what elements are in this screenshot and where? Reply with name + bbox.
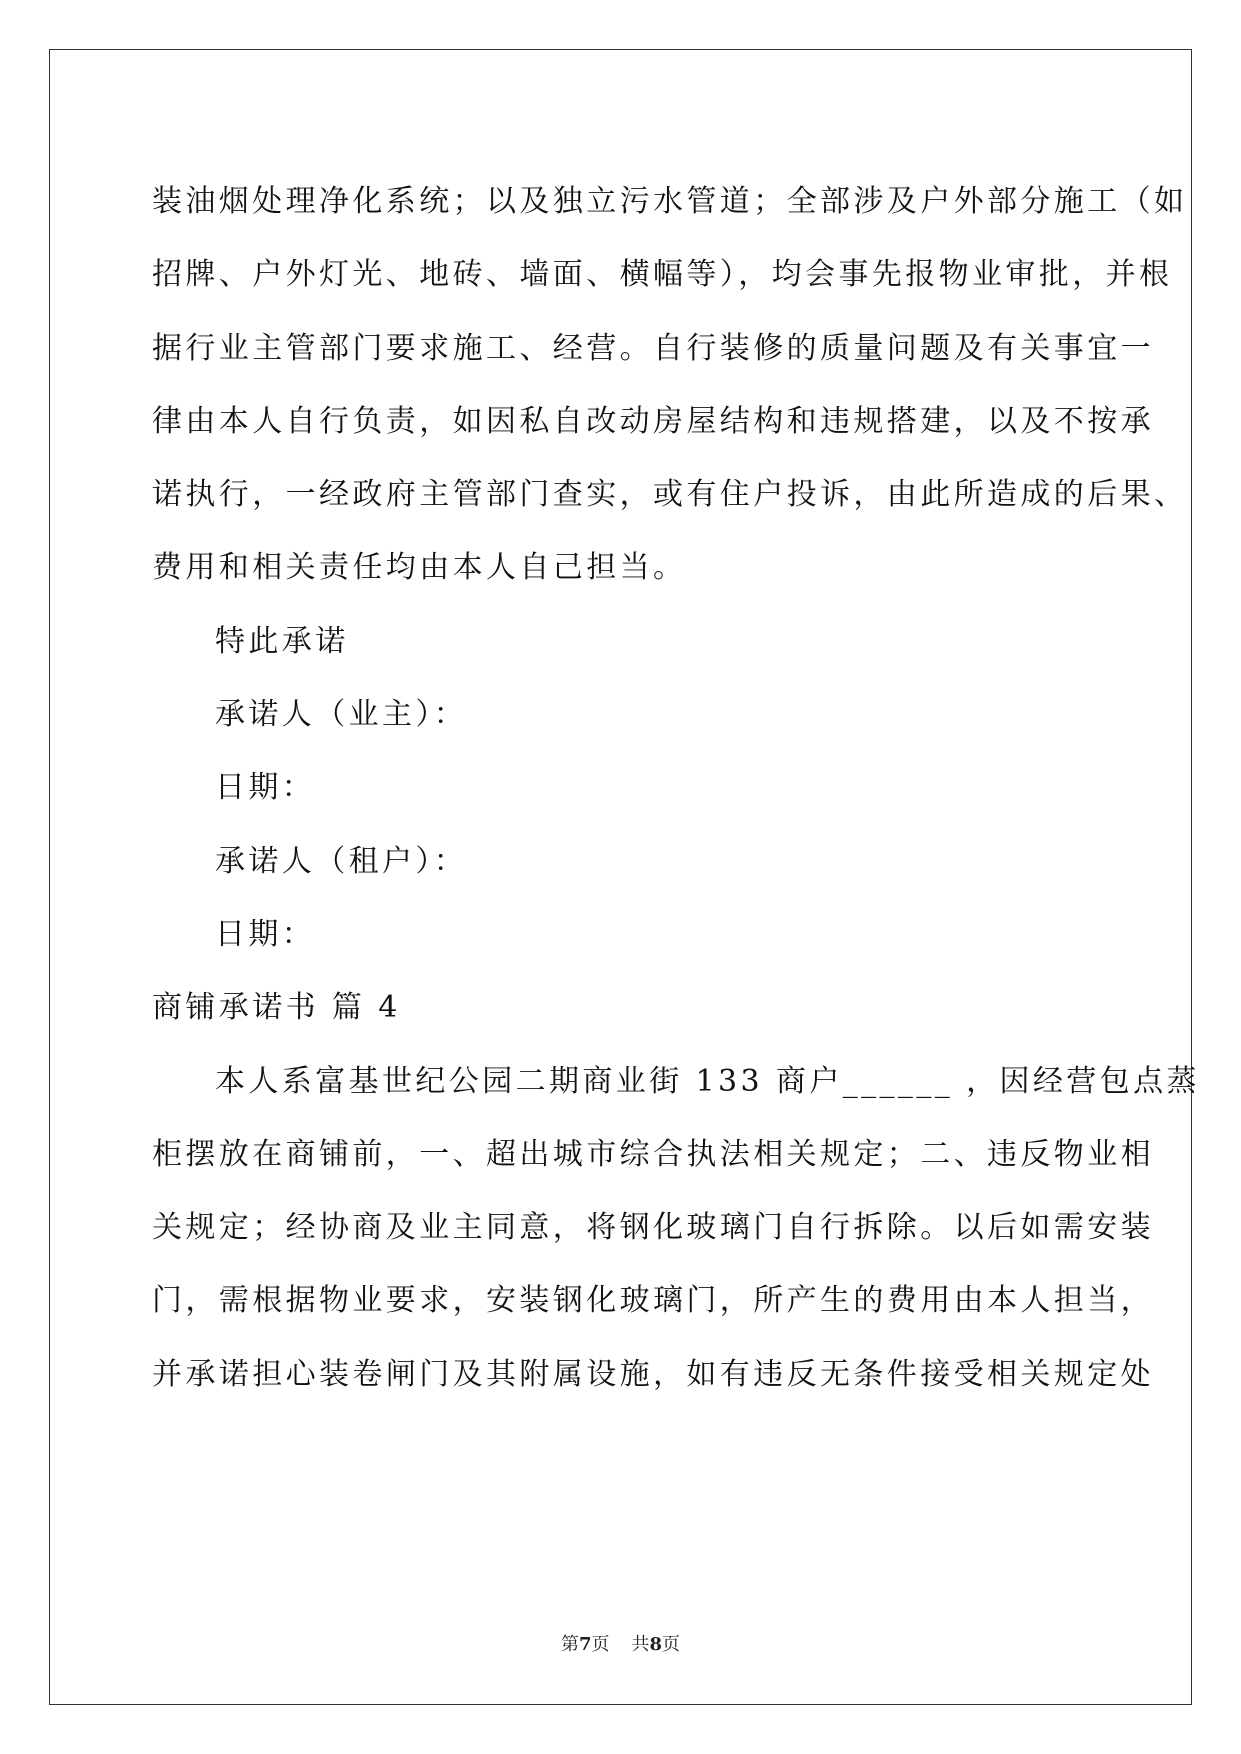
total-prefix: 共 bbox=[631, 1634, 650, 1655]
page-current: 7 bbox=[578, 1634, 592, 1655]
signature-tenant-label: 承诺人（租户）： bbox=[215, 843, 468, 879]
body-line: 柜摆放在商铺前，一、超出城市综合执法相关规定；二、违反物业相 bbox=[152, 1136, 1154, 1172]
body-line: 诺执行，一经政府主管部门查实，或有住户投诉，由此所造成的后果、 bbox=[152, 477, 1188, 513]
body-line: 本人系富基世纪公园二期商业街 133 商户______ ，因经营包点蒸 bbox=[215, 1063, 1200, 1099]
body-line: 律由本人自行负责，如因私自改动房屋结构和违规搭建，以及不按承 bbox=[152, 403, 1154, 439]
closing-statement: 特此承诺 bbox=[215, 623, 349, 659]
body-line: 招牌、户外灯光、地砖、墙面、横幅等），均会事先报物业审批，并根 bbox=[152, 257, 1173, 293]
page-suffix: 页 bbox=[591, 1634, 610, 1655]
page-total: 8 bbox=[649, 1634, 663, 1655]
body-line: 并承诺担心装卷闸门及其附属设施，如有违反无条件接受相关规定处 bbox=[152, 1356, 1154, 1392]
page-footer bbox=[0, 1630, 1241, 1656]
date-label: 日期： bbox=[215, 916, 316, 952]
document-body bbox=[152, 165, 1200, 1411]
body-line: 据行业主管部门要求施工、经营。自行装修的质量问题及有关事宜一 bbox=[152, 330, 1154, 366]
body-line: 关规定；经协商及业主同意，将钢化玻璃门自行拆除。以后如需安装 bbox=[152, 1210, 1154, 1246]
signature-owner-label: 承诺人（业主）： bbox=[215, 697, 468, 733]
body-line: 装油烟处理净化系统；以及独立污水管道；全部涉及户外部分施工（如 bbox=[152, 184, 1188, 219]
page-prefix: 第 bbox=[560, 1634, 579, 1655]
total-suffix: 页 bbox=[662, 1634, 681, 1655]
body-line: 费用和相关责任均由本人自己担当。 bbox=[152, 550, 687, 586]
date-label: 日期： bbox=[215, 770, 316, 806]
body-line: 门，需根据物业要求，安装钢化玻璃门，所产生的费用由本人担当， bbox=[152, 1283, 1154, 1319]
section-heading: 商铺承诺书 篇 4 bbox=[152, 990, 401, 1026]
